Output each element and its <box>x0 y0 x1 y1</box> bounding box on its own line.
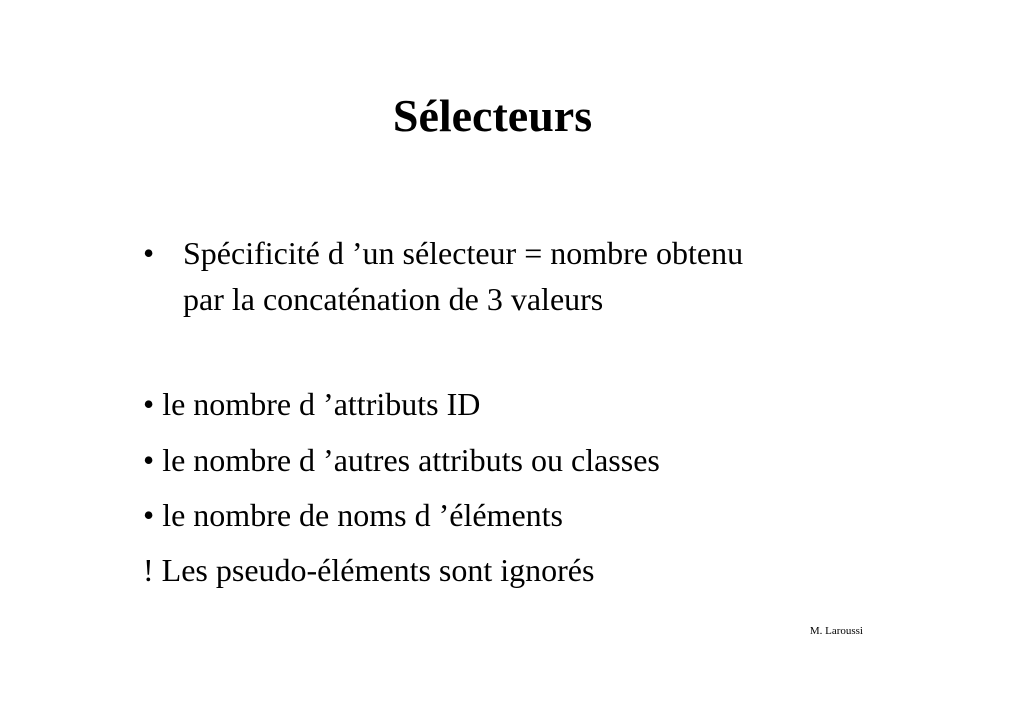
line-pseudo-elements: ! Les pseudo-éléments sont ignorés <box>143 552 595 588</box>
bullet-text: Spécificité d ’un sélecteur = nombre obtenu par la concaténation de 3 valeurs <box>183 235 744 317</box>
slide-title: Sélecteurs <box>392 90 593 141</box>
line-noms-elements: • le nombre de noms d ’éléments <box>143 497 563 533</box>
bullet-marker: • <box>143 235 155 271</box>
line-attributs-id: • le nombre d ’attributs ID <box>143 386 481 422</box>
author-footer: M. Laroussi <box>809 625 863 637</box>
line-autres-attributs: • le nombre d ’autres attributs ou classes <box>143 442 660 478</box>
